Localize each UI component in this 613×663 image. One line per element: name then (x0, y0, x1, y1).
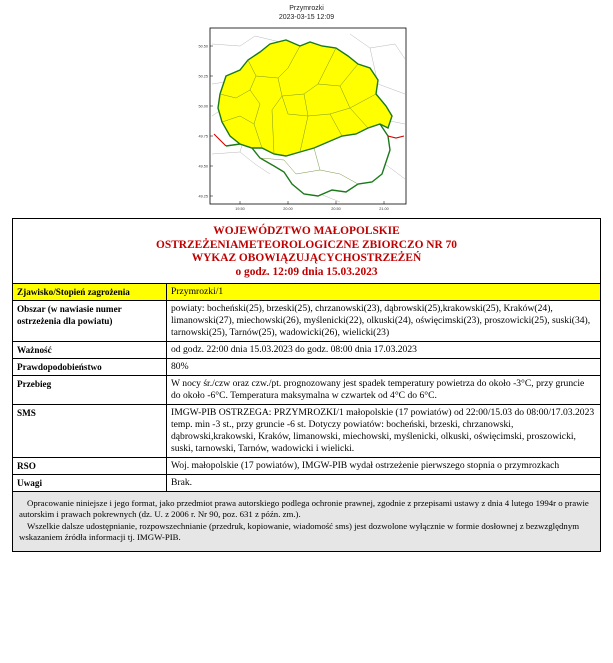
warning-bulletin-table (12, 218, 601, 552)
header-row (13, 219, 601, 284)
row-validity (13, 342, 601, 359)
map-title: Przymrozki (289, 5, 324, 12)
rso-label: RSO (13, 458, 167, 475)
probability-label: Prawdopodobieństwo (13, 359, 167, 376)
area-value: powiaty: bocheński(25), brzeski(25), chrzanowski(23), dąbrowski(25),krakowski(25), Kraków(24), limanowski(27), miechowski(26), myślenicki(22), olkuski(24), oświęcimski(23), proszowicki(25), suski(34), tarnowski(25), Tarnów(25), wadowicki(26), wielicki(23) (167, 301, 601, 342)
map-timestamp: 2023-03-15 12:09 (278, 14, 335, 21)
course-label: Przebieg (13, 376, 167, 405)
lat-tick-label: 50.00 (198, 104, 208, 109)
map-caption (0, 4, 613, 22)
warning-map (200, 24, 410, 216)
header-bulletin-number: OSTRZEŻENIAMETEOROLOGICZNE ZBIORCZO NR 70 (156, 238, 457, 251)
course-value: W nocy śr./czw oraz czw./pt. prognozowany jest spadek temperatury powietrza do około -3°C, przy gruncie do około -6°C. Temperatura maksymalna w czwartek od 4°C do 6°C. (167, 376, 601, 405)
lon-tick-label: 20.50 (331, 207, 341, 211)
lon-tick-label: 19.50 (235, 207, 245, 211)
sms-value: IMGW-PIB OSTRZEGA: PRZYMROZKI/1 małopolskie (17 powiatów) od 22:00/15.03 do 08:00/17.03.2023 temp. min -3 st., przy gruncie -6 st. Dotyczy powiatów: bocheński, brzeski, chrzanowski, dąbrowski,krakowski, Kraków, limanowski, miechowski, myślenicki, olkuski, oświęcimski, proszowicki, suski, tarnowski, Tarnów, wadowicki i wielicki. (167, 405, 601, 458)
lon-tick-label: 21.00 (379, 207, 389, 211)
bulletin-header (13, 219, 601, 284)
row-course (13, 376, 601, 405)
copyright-paragraph: Opracowanie niniejsze i jego format, jako przedmiot prawa autorskiego podlega ochronie prawnej, zgodnie z przepisami ustawy z dnia 4 lutego 1994r o prawie autorskim i prawach pokrewnych (dz. U. z 2006 r. Nr 90, poz. 631 z późn. zm.). (19, 498, 589, 520)
lat-tick-label: 49.75 (198, 134, 208, 139)
row-footer (13, 492, 601, 552)
remarks-value: Brak. (167, 475, 601, 492)
lat-tick-label: 50.25 (198, 74, 208, 79)
probability-value: 80% (167, 359, 601, 376)
header-list-title: WYKAZ OBOWIĄZUJĄCYCHOSTRZEŻEŃ (191, 252, 422, 264)
copyright-notice (13, 492, 601, 552)
latitude-ticks (198, 45, 213, 199)
row-probability (13, 359, 601, 376)
lat-tick-label: 50.50 (198, 44, 208, 49)
longitude-ticks (235, 201, 389, 211)
phenomenon-value: Przymrozki/1 (167, 284, 601, 301)
redistribution-paragraph: Wszelkie dalsze udostępnianie, rozpowszechnianie (przedruk, kopiowanie, wiadomość sms) jest dozwolone wyłącznie w formie dosłownej z bezwzględnym wskazaniem źródła informacji tj. IMGW-PIB. (19, 520, 580, 542)
lat-tick-label: 49.25 (198, 194, 208, 199)
remarks-label: Uwagi (13, 475, 167, 492)
row-remarks (13, 475, 601, 492)
lat-tick-label: 49.50 (198, 164, 208, 169)
phenomenon-label: Zjawisko/Stopień zagrożenia (13, 284, 167, 301)
header-issue-time: o godz. 12:09 dnia 15.03.2023 (235, 265, 378, 278)
row-sms (13, 405, 601, 458)
sms-label: SMS (13, 405, 167, 458)
validity-label: Ważność (13, 342, 167, 359)
area-label: Obszar (w nawiasie numer ostrzeżenia dla powiatu) (13, 301, 167, 342)
rso-value: Woj. małopolskie (17 powiatów), IMGW-PIB wydał ostrzeżenie pierwszego stopnia o przymrozkach (167, 458, 601, 475)
row-rso (13, 458, 601, 475)
validity-value: od godz. 22:00 dnia 15.03.2023 do godz. 08:00 dnia 17.03.2023 (167, 342, 601, 359)
lon-tick-label: 20.00 (283, 207, 293, 211)
outside-border-west (214, 134, 226, 146)
outside-border-east (388, 136, 404, 138)
warning-map-svg (200, 24, 410, 216)
header-voivodeship: WOJEWÓDZTWO MAŁOPOLSKIE (213, 225, 400, 237)
row-phenomenon (13, 284, 601, 301)
row-area (13, 301, 601, 342)
